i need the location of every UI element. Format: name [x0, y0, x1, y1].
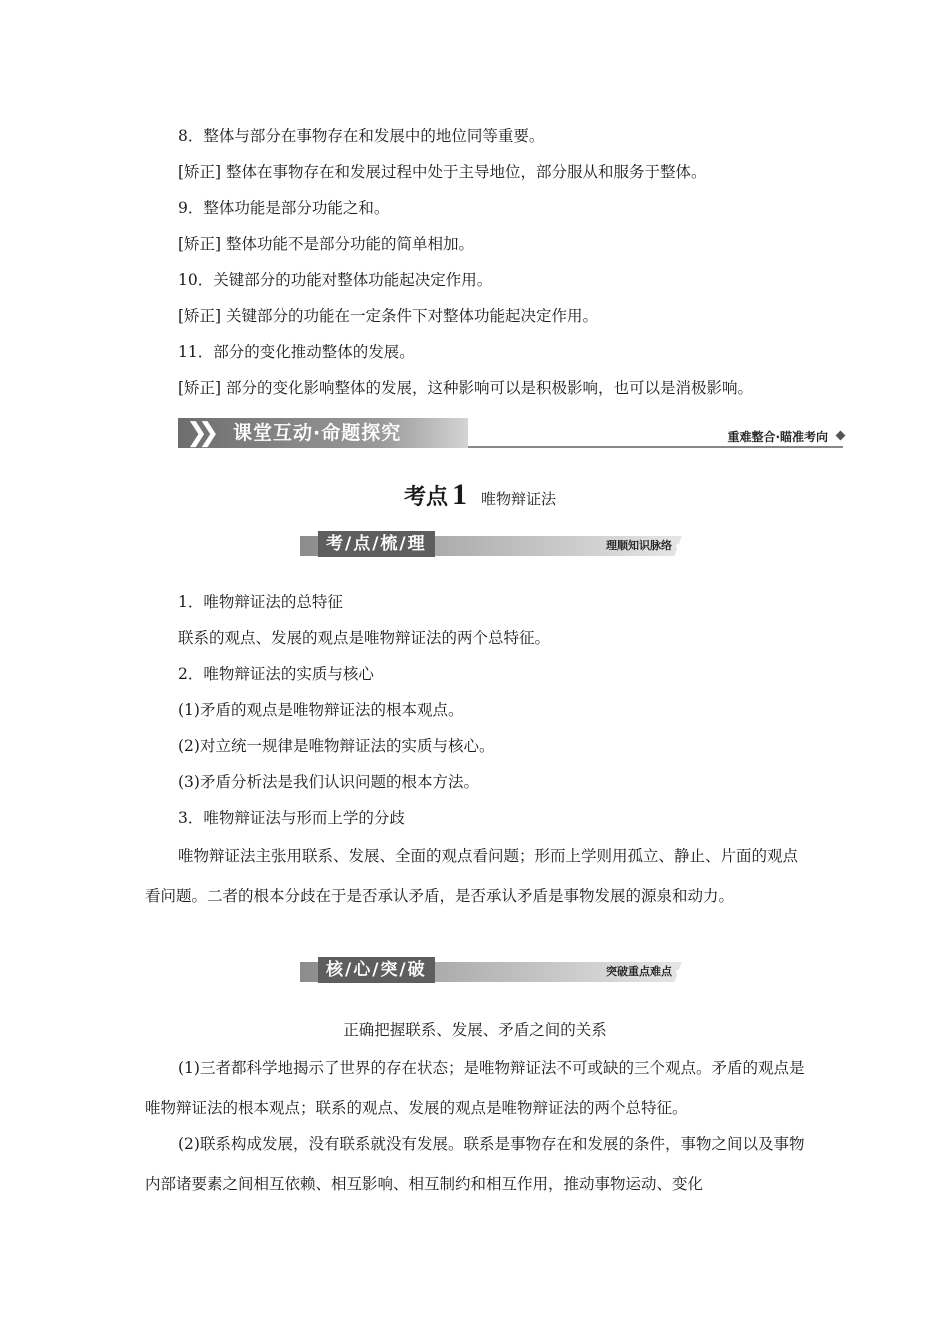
correction-8: [矫正] 整体在事物存在和发展过程中处于主导地位，部分服从和服务于整体。 [178, 163, 707, 181]
banner-rule [468, 446, 843, 448]
statement-9: 9．整体功能是部分功能之和。 [178, 199, 390, 217]
kaodian-subtitle: 唯物辩证法 [481, 490, 557, 508]
outline-2-3: (3)矛盾分析法是我们认识问题的根本方法。 [178, 773, 479, 791]
dot-icon [676, 544, 680, 548]
correction-10: [矫正] 关键部分的功能在一定条件下对整体功能起决定作用。 [178, 307, 599, 325]
section-banner [178, 416, 846, 450]
kaodian-number: 1 [452, 478, 468, 511]
outline-3-text: 唯物辩证法主张用联系、发展、全面的观点看问题；形而上学则用孤立、静止、片面的观点看问题。二者的根本分歧在于是否承认矛盾，是否承认矛盾是事物发展的源泉和动力。 [145, 847, 799, 905]
core-title: 正确把握联系、发展、矛盾之间的关系 [343, 1021, 607, 1039]
kaodian-prefix: 考点 [404, 485, 449, 510]
subbanner-kaodian-shuli [300, 536, 682, 562]
outline-2-2: (2)对立统一规律是唯物辩证法的实质与核心。 [178, 737, 495, 755]
core-para-2: (2)联系构成发展，没有联系就没有发展。联系是事物存在和发展的条件，事物之间以及事物内部诸要素之间相互依赖、相互影响、相互制约和相互作用，推动事物运动、变化 [145, 1135, 805, 1193]
correction-9: [矫正] 整体功能不是部分功能的简单相加。 [178, 235, 475, 253]
statement-10: 10．关键部分的功能对整体功能起决定作用。 [178, 271, 493, 289]
kaodian-heading [404, 478, 556, 512]
diamond-icon [836, 431, 846, 441]
subbanner-hexin-tupo [300, 962, 682, 988]
subbanner-right-label: 突破重点难点 [606, 965, 672, 978]
outline-3: 3．唯物辩证法与形而上学的分歧 [178, 809, 405, 827]
outline-1: 1．唯物辩证法的总特征 [178, 593, 343, 611]
core-para-1: (1)三者都科学地揭示了世界的存在状态；是唯物辩证法不可或缺的三个观点。矛盾的观点是唯物辩证法的根本观点；联系的观点、发展的观点是唯物辩证法的两个总特征。 [145, 1059, 805, 1117]
statement-11: 11．部分的变化推动整体的发展。 [178, 343, 415, 361]
outline-2-1: (1)矛盾的观点是唯物辩证法的根本观点。 [178, 701, 464, 719]
subbanner-label: 考/点/梳/理 [318, 531, 435, 557]
double-chevron-icon: ❯❯ [186, 418, 210, 448]
subbanner-label: 核/心/突/破 [318, 957, 435, 983]
outline-2: 2．唯物辩证法的实质与核心 [178, 665, 374, 683]
subbanner-right-label: 理顺知识脉络 [606, 539, 672, 552]
section-subtitle: 重难整合·瞄准考向 [727, 430, 828, 444]
outline-1-text: 联系的观点、发展的观点是唯物辩证法的两个总特征。 [178, 629, 551, 647]
section-title: 课堂互动·命题探究 [233, 422, 402, 444]
dot-icon [676, 970, 680, 974]
correction-11: [矫正] 部分的变化影响整体的发展，这种影响可以是积极影响，也可以是消极影响。 [178, 379, 754, 397]
statement-8: 8．整体与部分在事物存在和发展中的地位同等重要。 [178, 127, 545, 145]
